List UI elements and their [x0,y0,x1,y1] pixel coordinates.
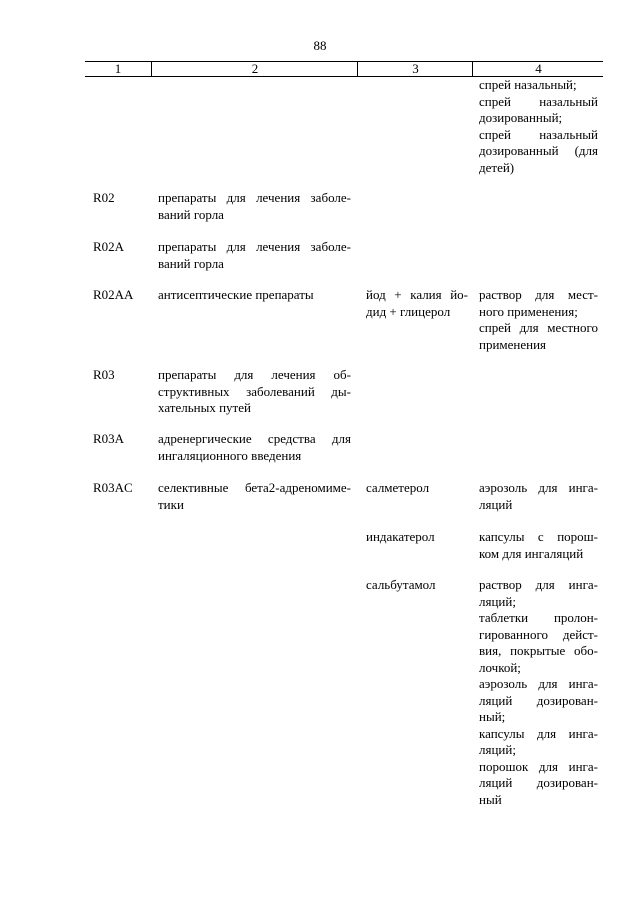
table-cell-form [479,577,598,808]
cell-line: ляций дозирован- [479,692,598,708]
table-cell-name [158,287,351,304]
table-cell-name [158,239,351,272]
cell-line: ного применения; [479,303,578,319]
table-cell-substance [366,529,468,546]
cell-line: селективные бета2-адреномиме- [158,480,351,495]
table-cell-substance [366,577,468,594]
header-col-1: 1 [114,61,122,76]
table-cell-code: R03A [93,431,125,446]
table-header-row [85,61,603,77]
cell-line: тики [158,496,184,512]
cell-line: дид + глицерол [366,303,451,319]
table-cell-name [158,431,351,464]
cell-line: йод + калия йо- [366,287,468,302]
cell-line: препараты для лечения об- [158,367,351,382]
cell-line: спрей назальный; [479,77,577,92]
cell-line: порошок для инга- [479,758,598,774]
table-cell-form [479,77,598,176]
cell-line: вия, покрытые обо- [479,643,598,658]
table-cell-substance [366,480,468,497]
cell-line: аэрозоль для инга- [479,676,598,691]
page-number: 88 [313,38,327,53]
cell-line: аэрозоль для инга- [479,480,598,495]
header-col-3: 3 [357,62,473,76]
cell-line: лочкой; [479,659,521,675]
table-cell-substance [366,287,468,320]
cell-line: ваний горла [158,206,224,222]
table-cell-form [479,287,598,353]
table-cell-code: R03AC [93,480,133,495]
cell-line: гированного дейст- [479,626,598,642]
cell-line: ляций [479,496,513,512]
cell-line: ляций; [479,742,516,757]
cell-line: структивных заболеваний ды- [158,383,351,399]
cell-line: ваний горла [158,255,224,271]
cell-line: антисептические препараты [158,287,314,302]
table-cell-name [158,190,351,223]
cell-line: спрей назальный [479,93,598,109]
cell-line: ляций; [479,593,516,609]
cell-line: ный [479,791,502,807]
cell-line: ком для ингаляций [479,545,584,561]
header-col-4: 4 [472,62,604,76]
cell-line: спрей для местного [479,320,598,335]
cell-line: дозированный (для [479,143,598,158]
cell-line: капсулы для инга- [479,725,598,741]
cell-line: индакатерол [366,529,435,544]
table-cell-form [479,480,598,513]
cell-line: адренергические средства для [158,431,351,446]
table-cell-code: R03 [93,367,115,382]
cell-line: раствор для мест- [479,287,598,302]
cell-line: ляций дозирован- [479,775,598,790]
table-cell-name [158,480,351,513]
cell-line: таблетки пролон- [479,610,598,625]
cell-line: препараты для лечения заболе- [158,239,351,254]
table-cell-form [479,529,598,562]
cell-line: ингаляционного введения [158,447,302,463]
cell-line: раствор для инга- [479,577,598,592]
cell-line: капсулы с порош- [479,529,598,544]
table-cell-code: R02A [93,239,125,254]
cell-line: дозированный; [479,110,563,125]
table-cell-name [158,367,351,417]
cell-line: спрей назальный [479,126,598,142]
cell-line: детей) [479,159,515,175]
header-col-2: 2 [151,62,358,76]
cell-line: ный; [479,709,506,724]
table-cell-code: R02AA [93,287,134,302]
cell-line: сальбутамол [366,577,436,592]
cell-line: применения [479,336,547,352]
cell-line: препараты для лечения заболе- [158,190,351,205]
cell-line: салметерол [366,480,430,495]
cell-line: хательных путей [158,400,251,415]
table-cell-code: R02 [93,190,115,205]
